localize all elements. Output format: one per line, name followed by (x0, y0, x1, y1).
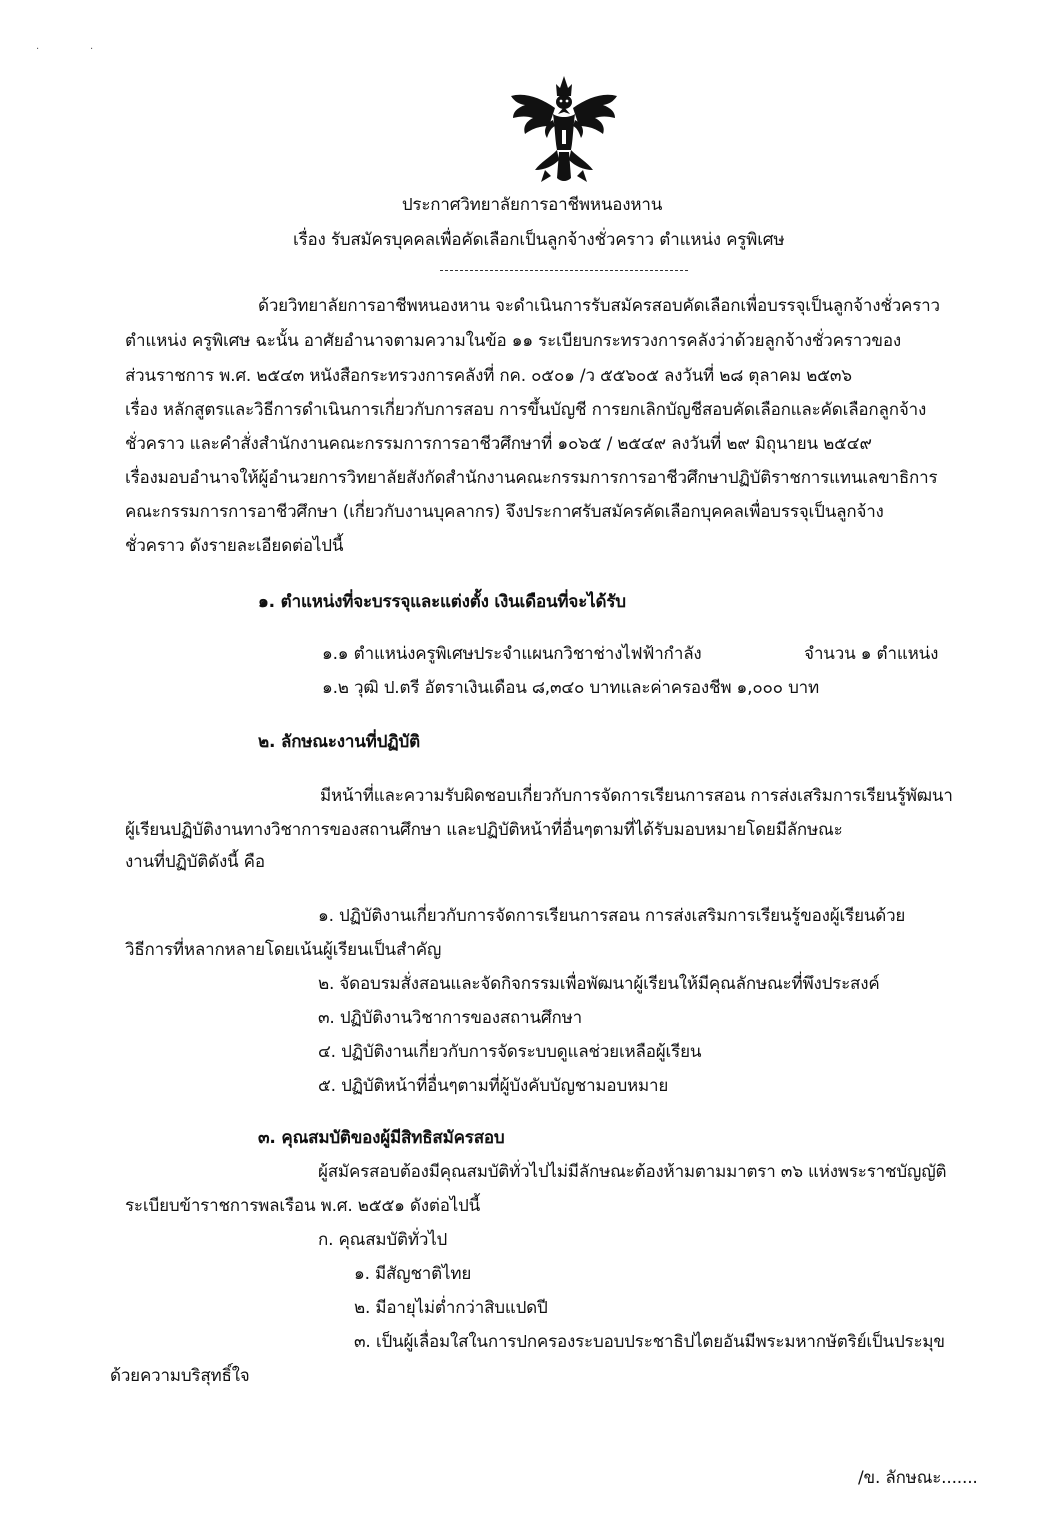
section2-item-5: ๕. ปฏิบัติหน้าที่อื่นๆตามที่ผู้บังคับบัญชามอบหมาย (318, 1076, 669, 1096)
section3-para-1: ผู้สมัครสอบต้องมีคุณสมบัติทั่วไปไม่มีลักษณะต้องห้ามตามมาตรา ๓๖ แห่งพระราชบัญญัติ (318, 1162, 947, 1182)
intro-line-5: ชั่วคราว และคำสั่งสำนักงานคณะกรรมการการอาชีวศึกษาที่ ๑๐๖๕ / ๒๕๔๙ ลงวันที่ ๒๙ มิถุนายน ๒๕๔๙ (125, 434, 872, 454)
section3-item-2: ๒. มีอายุไม่ต่ำกว่าสิบแปดปี (354, 1298, 548, 1318)
section2-item-4: ๔. ปฏิบัติงานเกี่ยวกับการจัดระบบดูแลช่วยเหลือผู้เรียน (318, 1042, 702, 1062)
section3-item-3: ๓. เป็นผู้เลื่อมใสในการปกครองระบอบประชาธิปไตยอันมีพระมหากษัตริย์เป็นประมุข (354, 1332, 945, 1352)
section2-item-2: ๒. จัดอบรมสั่งสอนและจัดกิจกรรมเพื่อพัฒนาผู้เรียนให้มีคุณลักษณะที่พึงประสงค์ (318, 974, 880, 994)
section3-item-3-cont: ด้วยความบริสุทธิ์ใจ (110, 1366, 250, 1386)
section1-item1-count: จำนวน ๑ ตำแหน่ง (804, 644, 939, 664)
announcement-subject: เรื่อง รับสมัครบุคคลเพื่อคัดเลือกเป็นลูกจ้างชั่วคราว ตำแหน่ง ครูพิเศษ (293, 230, 785, 250)
section2-heading: ๒. ลักษณะงานที่ปฏิบัติ (258, 732, 420, 752)
section3-para-2: ระเบียบข้าราชการพลเรือน พ.ศ. ๒๕๕๑ ดังต่อไปนี้ (125, 1196, 481, 1216)
section1-item2: ๑.๒ วุฒิ ป.ตรี อัตราเงินเดือน ๘,๓๔๐ บาทและค่าครองชีพ ๑,๐๐๐ บาท (322, 678, 820, 698)
garuda-emblem-icon (505, 74, 623, 184)
intro-line-6: เรื่องมอบอำนาจให้ผู้อำนวยการวิทยาลัยสังกัดสำนักงานคณะกรรมการการอาชีวศึกษาปฏิบัติราชการแทนเลขาธิการ (125, 468, 938, 488)
announcement-title: ประกาศวิทยาลัยการอาชีพหนองหาน (401, 195, 663, 215)
intro-line-8: ชั่วคราว ดังรายละเอียดต่อไปนี้ (125, 536, 344, 556)
page-continuation: /ข. ลักษณะ....... (858, 1468, 978, 1488)
section2-item-3: ๓. ปฏิบัติงานวิชาการของสถานศึกษา (318, 1008, 582, 1028)
section1-item1: ๑.๑ ตำแหน่งครูพิเศษประจำแผนกวิชาช่างไฟฟ้ากำลัง (322, 644, 702, 664)
title-divider (440, 270, 688, 271)
intro-line-2: ตำแหน่ง ครูพิเศษ ฉะนั้น อาศัยอำนาจตามความในข้อ ๑๑ ระเบียบกระทรวงการคลังว่าด้วยลูกจ้างชั่วคราวของ (125, 331, 901, 351)
section2-para-3: งานที่ปฏิบัติดังนี้ คือ (125, 852, 265, 872)
intro-line-1: ด้วยวิทยาลัยการอาชีพหนองหาน จะดำเนินการรับสมัครสอบคัดเลือกเพื่อบรรจุเป็นลูกจ้างชั่วคราว (258, 296, 940, 316)
section2-item-1: ๑. ปฏิบัติงานเกี่ยวกับการจัดการเรียนการสอน การส่งเสริมการเรียนรู้ของผู้เรียนด้วย (318, 906, 906, 926)
section3-heading: ๓. คุณสมบัติของผู้มีสิทธิสมัครสอบ (258, 1128, 505, 1148)
section2-item-1-cont: วิธีการที่หลากหลายโดยเน้นผู้เรียนเป็นสำคัญ (125, 940, 442, 960)
intro-line-7: คณะกรรมการการอาชีวศึกษา (เกี่ยวกับงานบุคลากร) จึงประกาศรับสมัครคัดเลือกบุคคลเพื่อบรรจุเป็นลูกจ้าง (125, 502, 884, 522)
section3-subheading: ก. คุณสมบัติทั่วไป (318, 1230, 448, 1250)
section2-para-1: มีหน้าที่และความรับผิดชอบเกี่ยวกับการจัดการเรียนการสอน การส่งเสริมการเรียนรู้พัฒนา (320, 786, 953, 806)
intro-line-4: เรื่อง หลักสูตรและวิธีการดำเนินการเกี่ยวกับการสอบ การขึ้นบัญชี การยกเลิกบัญชีสอบคัดเลือกและคัดเลือกลูกจ้าง (125, 400, 927, 420)
section1-heading: ๑. ตำแหน่งที่จะบรรจุและแต่งตั้ง เงินเดือนที่จะได้รับ (258, 592, 626, 612)
section3-item-1: ๑. มีสัญชาติไทย (354, 1264, 472, 1284)
section2-para-2: ผู้เรียนปฏิบัติงานทางวิชาการของสถานศึกษา และปฏิบัติหน้าที่อื่นๆตามที่ได้รับมอบหมายโดยมีลักษณะ (125, 820, 843, 840)
intro-line-3: ส่วนราชการ พ.ศ. ๒๕๔๓ หนังสือกระทรวงการคลังที่ กค. ๐๕๐๑ /ว ๕๕๖๐๕ ลงวันที่ ๒๘ ตุลาคม ๒๕๓๖ (125, 366, 852, 386)
scan-specks: · · (36, 44, 94, 55)
